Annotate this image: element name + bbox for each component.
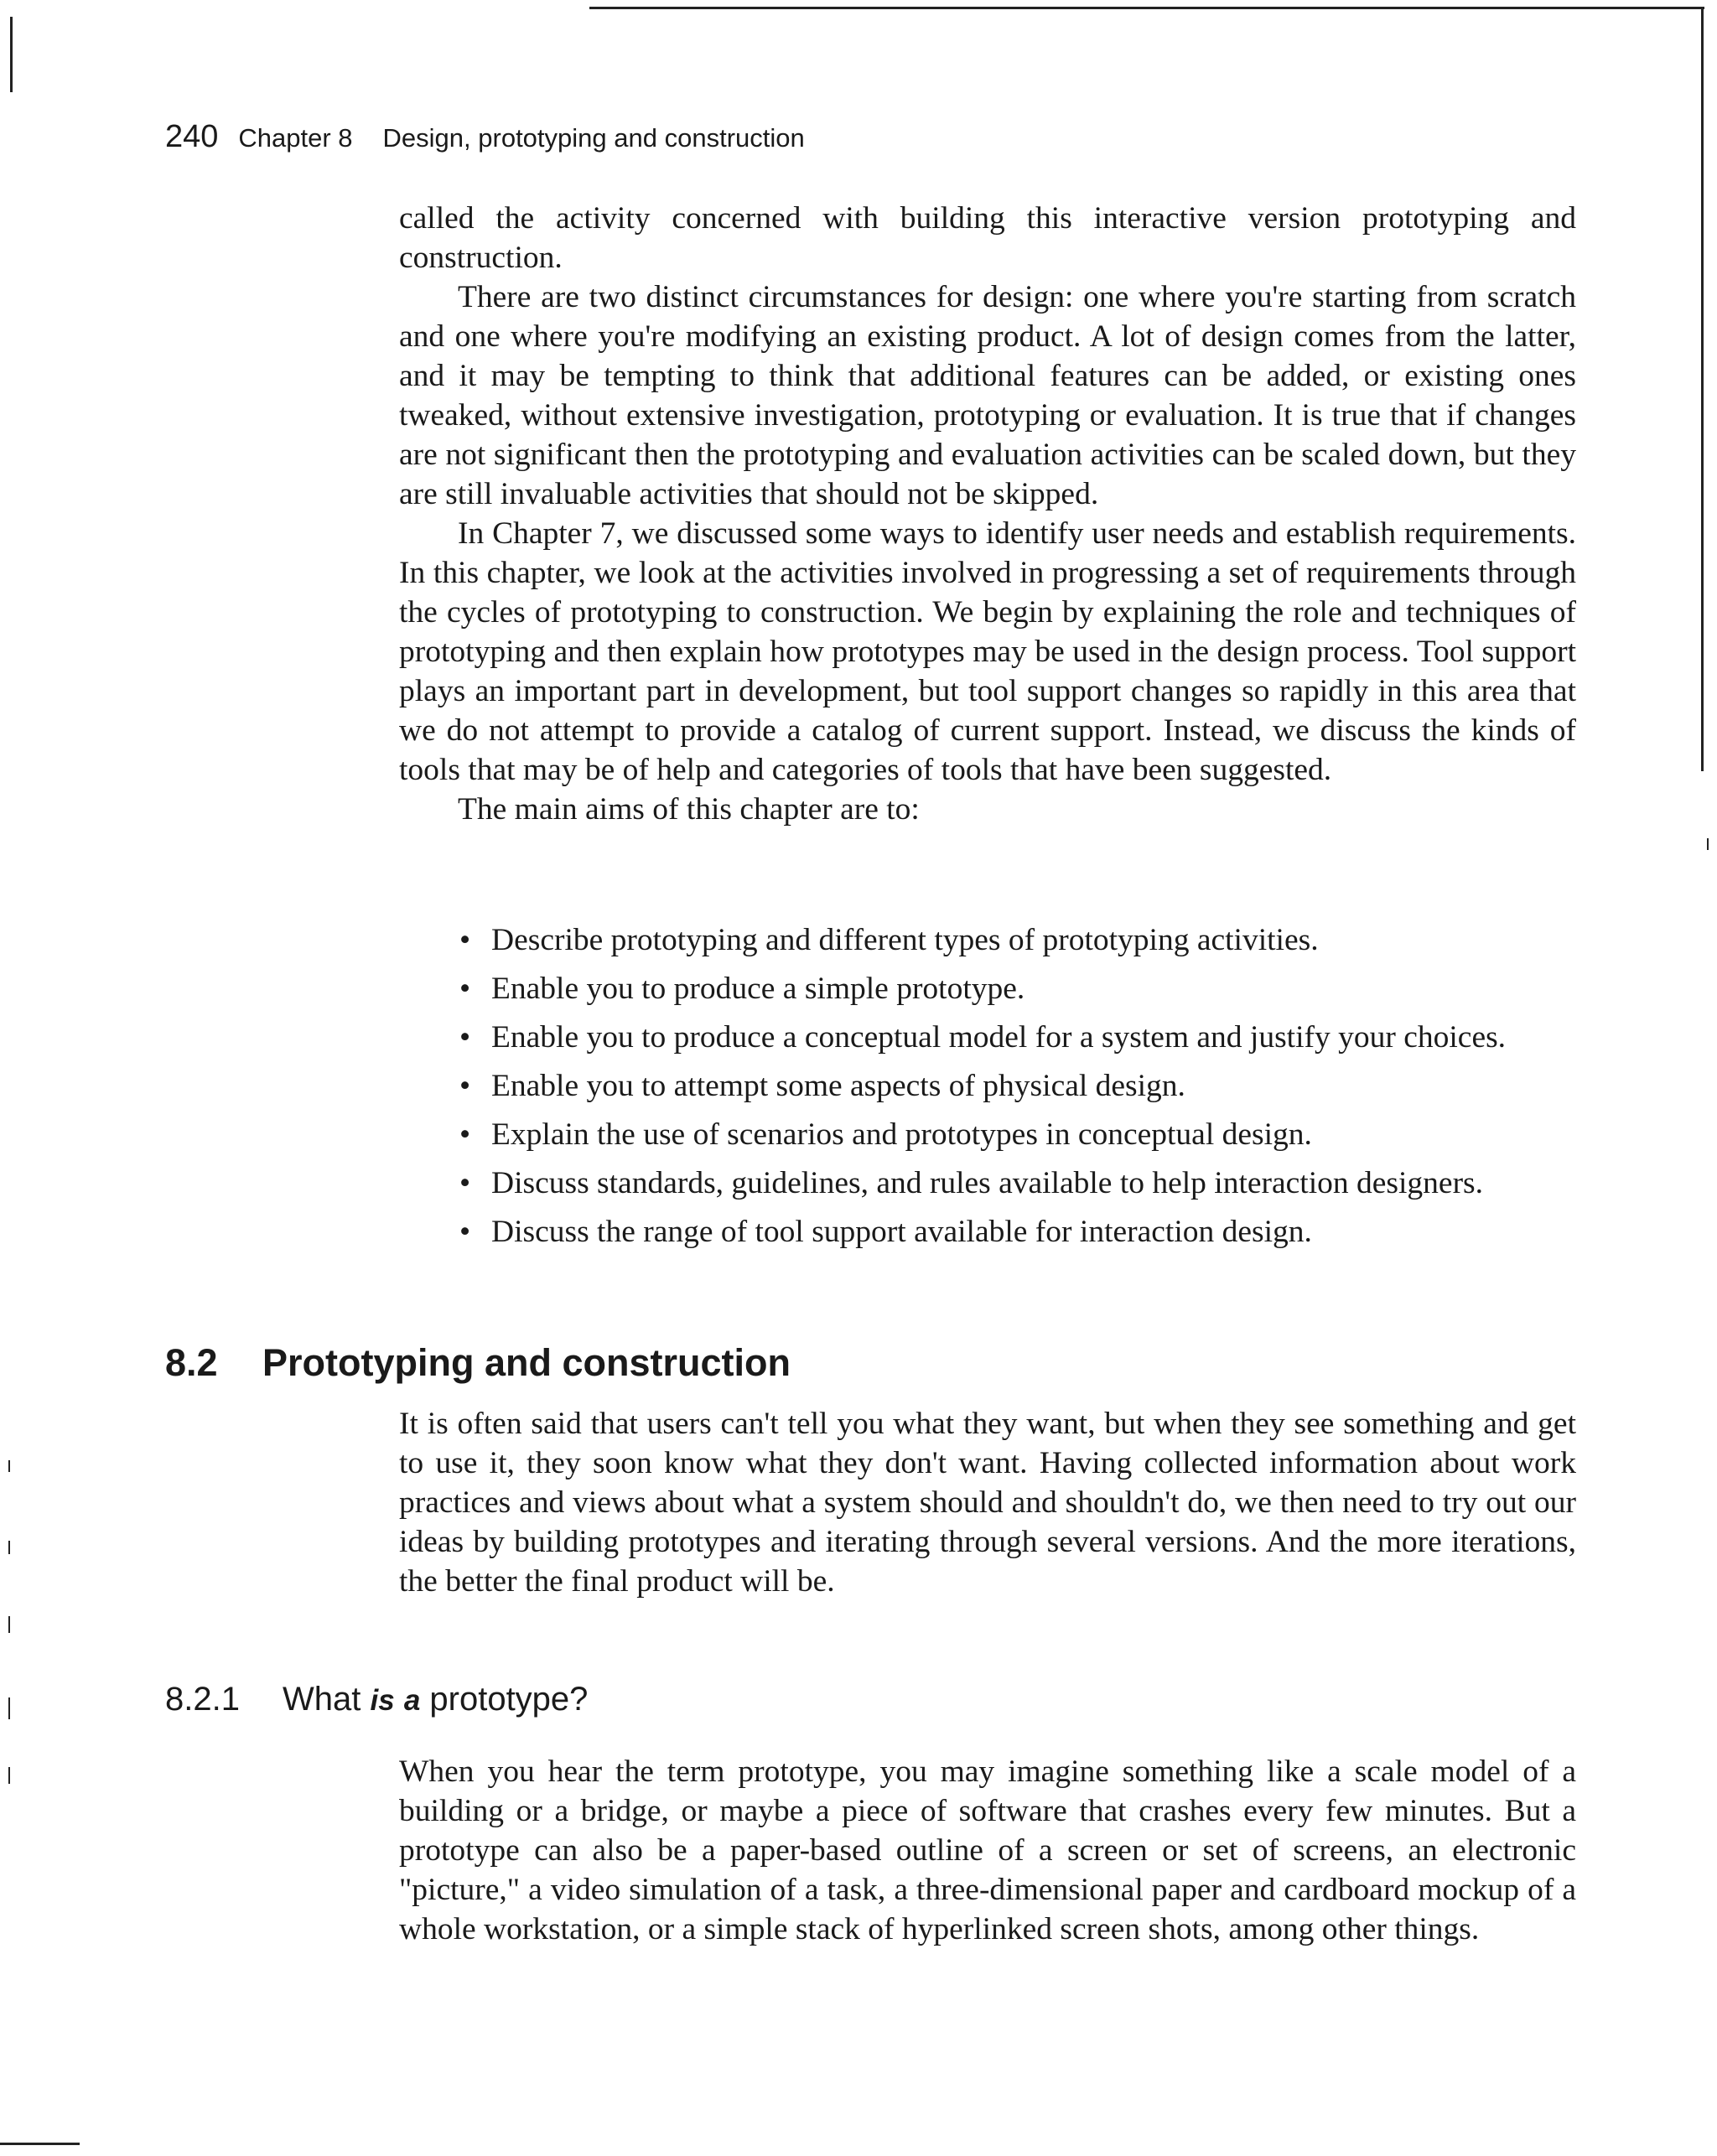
paragraph: When you hear the term prototype, you may imagine something like a scale model of a building or a bridge, or maybe a piece of software that crashes every few minutes. But a prototype can also be a paper-based outline of a screen or set of screens, an electronic "picture," a video simulation of a task, a three-dimensional paper and cardboard mockup of a whole workstation, or a simple stack of hyperlinked screen shots, among other things. (399, 1754, 1576, 1946)
section-heading (165, 1341, 791, 1385)
paragraph: It is often said that users can't tell you what they want, but when they see something and get to use it, they soon know what they don't want. Having collected information about work practices and views about what a system should and shouldn't do, we then need to try out our ideas by building prototypes and iterating through several versions. And the more iterations, the better the final product will be. (399, 1407, 1576, 1599)
left-margin-mark (8, 1697, 10, 1719)
running-head (165, 119, 805, 155)
paragraph: called the activity concerned with building this interactive version prototyping and construction. (399, 201, 1576, 275)
running-head-title: Design, prototyping and construction (382, 123, 805, 153)
list-item (459, 969, 1576, 1008)
bullet: • (459, 1117, 471, 1152)
list-item (459, 1164, 1576, 1203)
bullet: • (459, 1215, 471, 1249)
subsection-heading (165, 1681, 588, 1718)
subsection-title-is: is (370, 1684, 395, 1717)
bottom-border-rule (0, 2143, 80, 2145)
section-text (399, 1404, 1576, 1601)
page-number: 240 (165, 119, 219, 154)
left-margin-mark (8, 1616, 10, 1633)
subsection-number: 8.2.1 (165, 1681, 240, 1718)
left-margin-mark (10, 17, 13, 92)
left-margin-mark (8, 1541, 10, 1554)
subsection-title-a: a (403, 1684, 421, 1717)
top-border-rule (589, 7, 1704, 9)
section-number: 8.2 (165, 1341, 218, 1384)
running-head-chapter: Chapter 8 (238, 123, 353, 153)
list-item (459, 1066, 1576, 1106)
list-item-text: Explain the use of scenarios and prototypes in conceptual design. (491, 1117, 1312, 1152)
section-title: Prototyping and construction (262, 1341, 791, 1384)
intro-text (399, 199, 1576, 829)
subsection-text (399, 1752, 1576, 1949)
list-item-text: Describe prototyping and different types of prototyping activities. (491, 923, 1319, 957)
list-item-text: Enable you to produce a simple prototype. (491, 972, 1025, 1006)
list-item-text: Enable you to attempt some aspects of physical design. (491, 1069, 1185, 1103)
bullet: • (459, 923, 471, 957)
bullet: • (459, 972, 471, 1006)
paragraph: The main aims of this chapter are to: (458, 792, 920, 827)
left-margin-mark (8, 1460, 10, 1472)
list-item (459, 1115, 1576, 1154)
right-margin-mark (1707, 838, 1709, 850)
list-item (459, 1018, 1576, 1057)
left-margin-mark (8, 1767, 10, 1784)
list-item-text: Enable you to produce a conceptual model for a system and justify your choices. (491, 1020, 1507, 1055)
list-item-text: Discuss standards, guidelines, and rules available to help interaction designers. (491, 1166, 1484, 1200)
aims-list (459, 920, 1576, 1261)
bullet: • (459, 1069, 471, 1103)
subsection-title-start: What (283, 1681, 371, 1718)
subsection-title-end: prototype? (420, 1681, 589, 1718)
list-item (459, 920, 1576, 960)
bullet: • (459, 1020, 471, 1055)
right-border-rule (1701, 8, 1704, 771)
list-item (459, 1212, 1576, 1252)
bullet: • (459, 1166, 471, 1200)
paragraph: In Chapter 7, we discussed some ways to identify user needs and establish requirements. In this chapter, we look at the activities involved in progressing a set of requirements through the cycles of prototyping to construction. We begin by explaining the role and techniques of prototyping and then explain how prototypes may be used in the design process. Tool support plays an important part in development, but tool support changes so rapidly in this area that we do not attempt to provide a catalog of current support. Instead, we discuss the kinds of tools that may be of help and categories of tools that have been suggested. (399, 516, 1576, 787)
list-item-text: Discuss the range of tool support available for interaction design. (491, 1215, 1312, 1249)
paragraph: There are two distinct circumstances for design: one where you're starting from scratch and one where you're modifying an existing product. A lot of design comes from the latter, and it may be tempting to think that additional features can be added, or existing ones tweaked, without extensive investigation, prototyping or evaluation. It is true that if changes are not significant then the prototyping and evaluation activities can be scaled down, but they are still invaluable activities that should not be skipped. (399, 280, 1576, 511)
